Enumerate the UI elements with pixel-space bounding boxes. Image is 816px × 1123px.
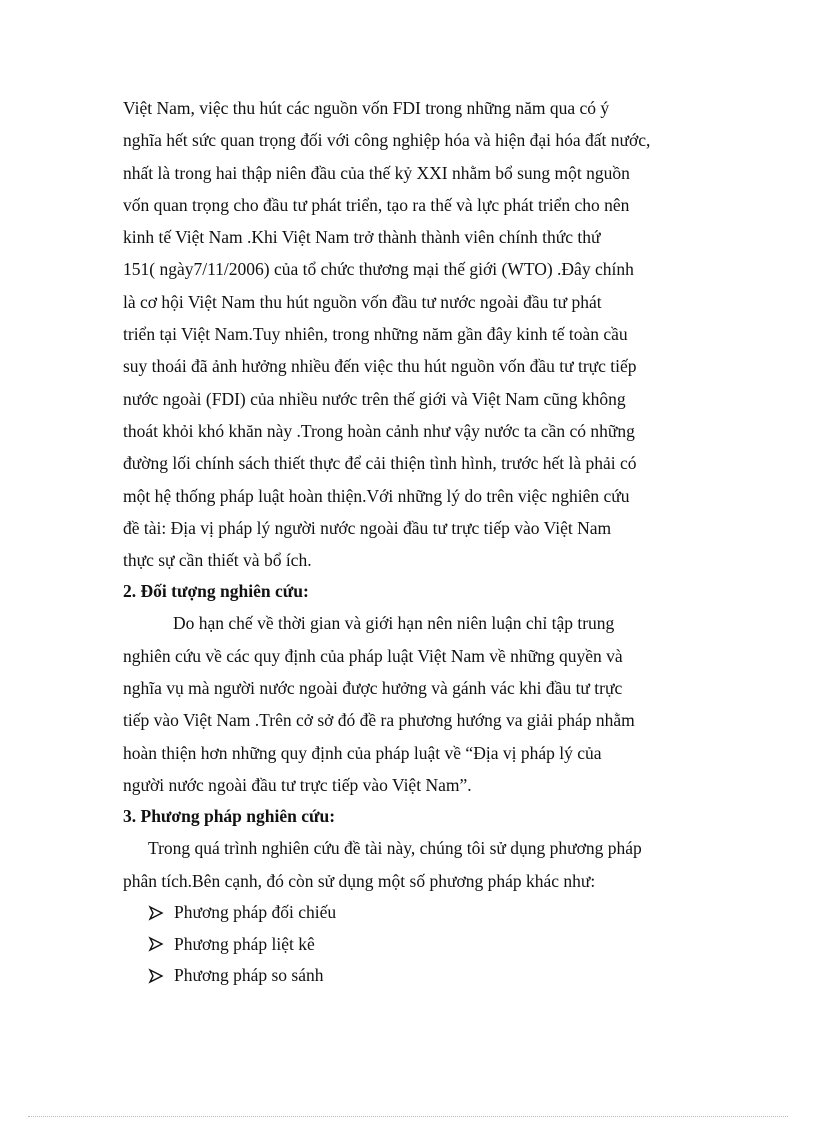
text-line: Do hạn chế về thời gian và giới hạn nên niên luận chỉ tập trung bbox=[173, 613, 615, 634]
method-list bbox=[123, 897, 701, 992]
list-item bbox=[123, 897, 701, 929]
text-line: thực sự cần thiết và bổ ích. bbox=[123, 550, 312, 571]
text-line: triển tại Việt Nam.Tuy nhiên, trong những năm gần đây kinh tế toàn cầu bbox=[123, 324, 628, 345]
text-line: một hệ thống pháp luật hoàn thiện.Với những lý do trên việc nghiên cứu bbox=[123, 485, 630, 506]
text-line: nghĩa vụ mà người nước ngoài được hưởng và gánh vác khi đầu tư trực bbox=[123, 678, 623, 699]
text-line: Việt Nam, việc thu hút các nguồn vốn FDI trong những năm qua có ý bbox=[123, 98, 610, 118]
text-line: thoát khỏi khó khăn này .Trong hoàn cảnh như vậy nước ta cần có những bbox=[123, 420, 635, 441]
arrowhead-bullet-icon bbox=[148, 905, 164, 921]
text-line: là cơ hội Việt Nam thu hút nguồn vốn đầu tư nước ngoài đầu tư phát bbox=[123, 291, 602, 312]
intro-paragraph bbox=[123, 92, 701, 576]
arrowhead-bullet-icon bbox=[148, 936, 164, 952]
document-page bbox=[123, 92, 701, 991]
text-line: phân tích.Bên cạnh, đó còn sử dụng một số phương pháp khác như: bbox=[123, 870, 596, 891]
text-line: đề tài: Địa vị pháp lý người nước ngoài đầu tư trực tiếp vào Việt Nam bbox=[123, 517, 612, 538]
list-item-label: Phương pháp đối chiếu bbox=[174, 902, 337, 923]
list-item bbox=[123, 960, 701, 992]
text-line: nghĩa hết sức quan trọng đối với công nghiệp hóa và hiện đại hóa đất nước, bbox=[123, 130, 651, 151]
text-line: hoàn thiện hơn những quy định của pháp luật về “Địa vị pháp lý của bbox=[123, 742, 602, 763]
text-line: vốn quan trọng cho đầu tư phát triển, tạo ra thế và lực phát triển cho nên bbox=[123, 194, 630, 215]
list-item-label: Phương pháp liệt kê bbox=[174, 933, 315, 954]
text-line: người nước ngoài đầu tư trực tiếp vào Việt Nam”. bbox=[123, 774, 472, 795]
section-2-paragraph bbox=[123, 607, 701, 801]
page-bottom-divider bbox=[28, 1116, 788, 1117]
list-item-label: Phương pháp so sánh bbox=[174, 965, 324, 986]
text-line: kinh tế Việt Nam .Khi Việt Nam trở thành thành viên chính thức thứ bbox=[123, 227, 601, 248]
text-line: 151( ngày7/11/2006) của tổ chức thương mại thế giới (WTO) .Đây chính bbox=[123, 259, 634, 280]
arrowhead-bullet-icon bbox=[148, 968, 164, 984]
text-line: nhất là trong hai thập niên đầu của thế kỷ XXI nhằm bổ sung một nguồn bbox=[123, 162, 630, 183]
section-3-paragraph bbox=[123, 832, 701, 897]
text-line: đường lối chính sách thiết thực để cải thiện tình hình, trước hết là phải có bbox=[123, 453, 637, 474]
text-line: tiếp vào Việt Nam .Trên cở sở đó đề ra phương hướng va giải pháp nhằm bbox=[123, 710, 635, 731]
section-3-heading: 3. Phương pháp nghiên cứu: bbox=[123, 806, 336, 827]
text-line: nước ngoài (FDI) của nhiều nước trên thế giới và Việt Nam cũng không bbox=[123, 388, 626, 409]
list-item bbox=[123, 928, 701, 960]
section-2-heading: 2. Đối tượng nghiên cứu: bbox=[123, 581, 309, 602]
text-line: nghiên cứu về các quy định của pháp luật Việt Nam về những quyền và bbox=[123, 645, 623, 666]
text-line: suy thoái đã ảnh hưởng nhiều đến việc thu hút nguồn vốn đầu tư trực tiếp bbox=[123, 356, 637, 377]
text-line: Trong quá trình nghiên cứu đề tài này, chúng tôi sử dụng phương pháp bbox=[148, 838, 642, 859]
